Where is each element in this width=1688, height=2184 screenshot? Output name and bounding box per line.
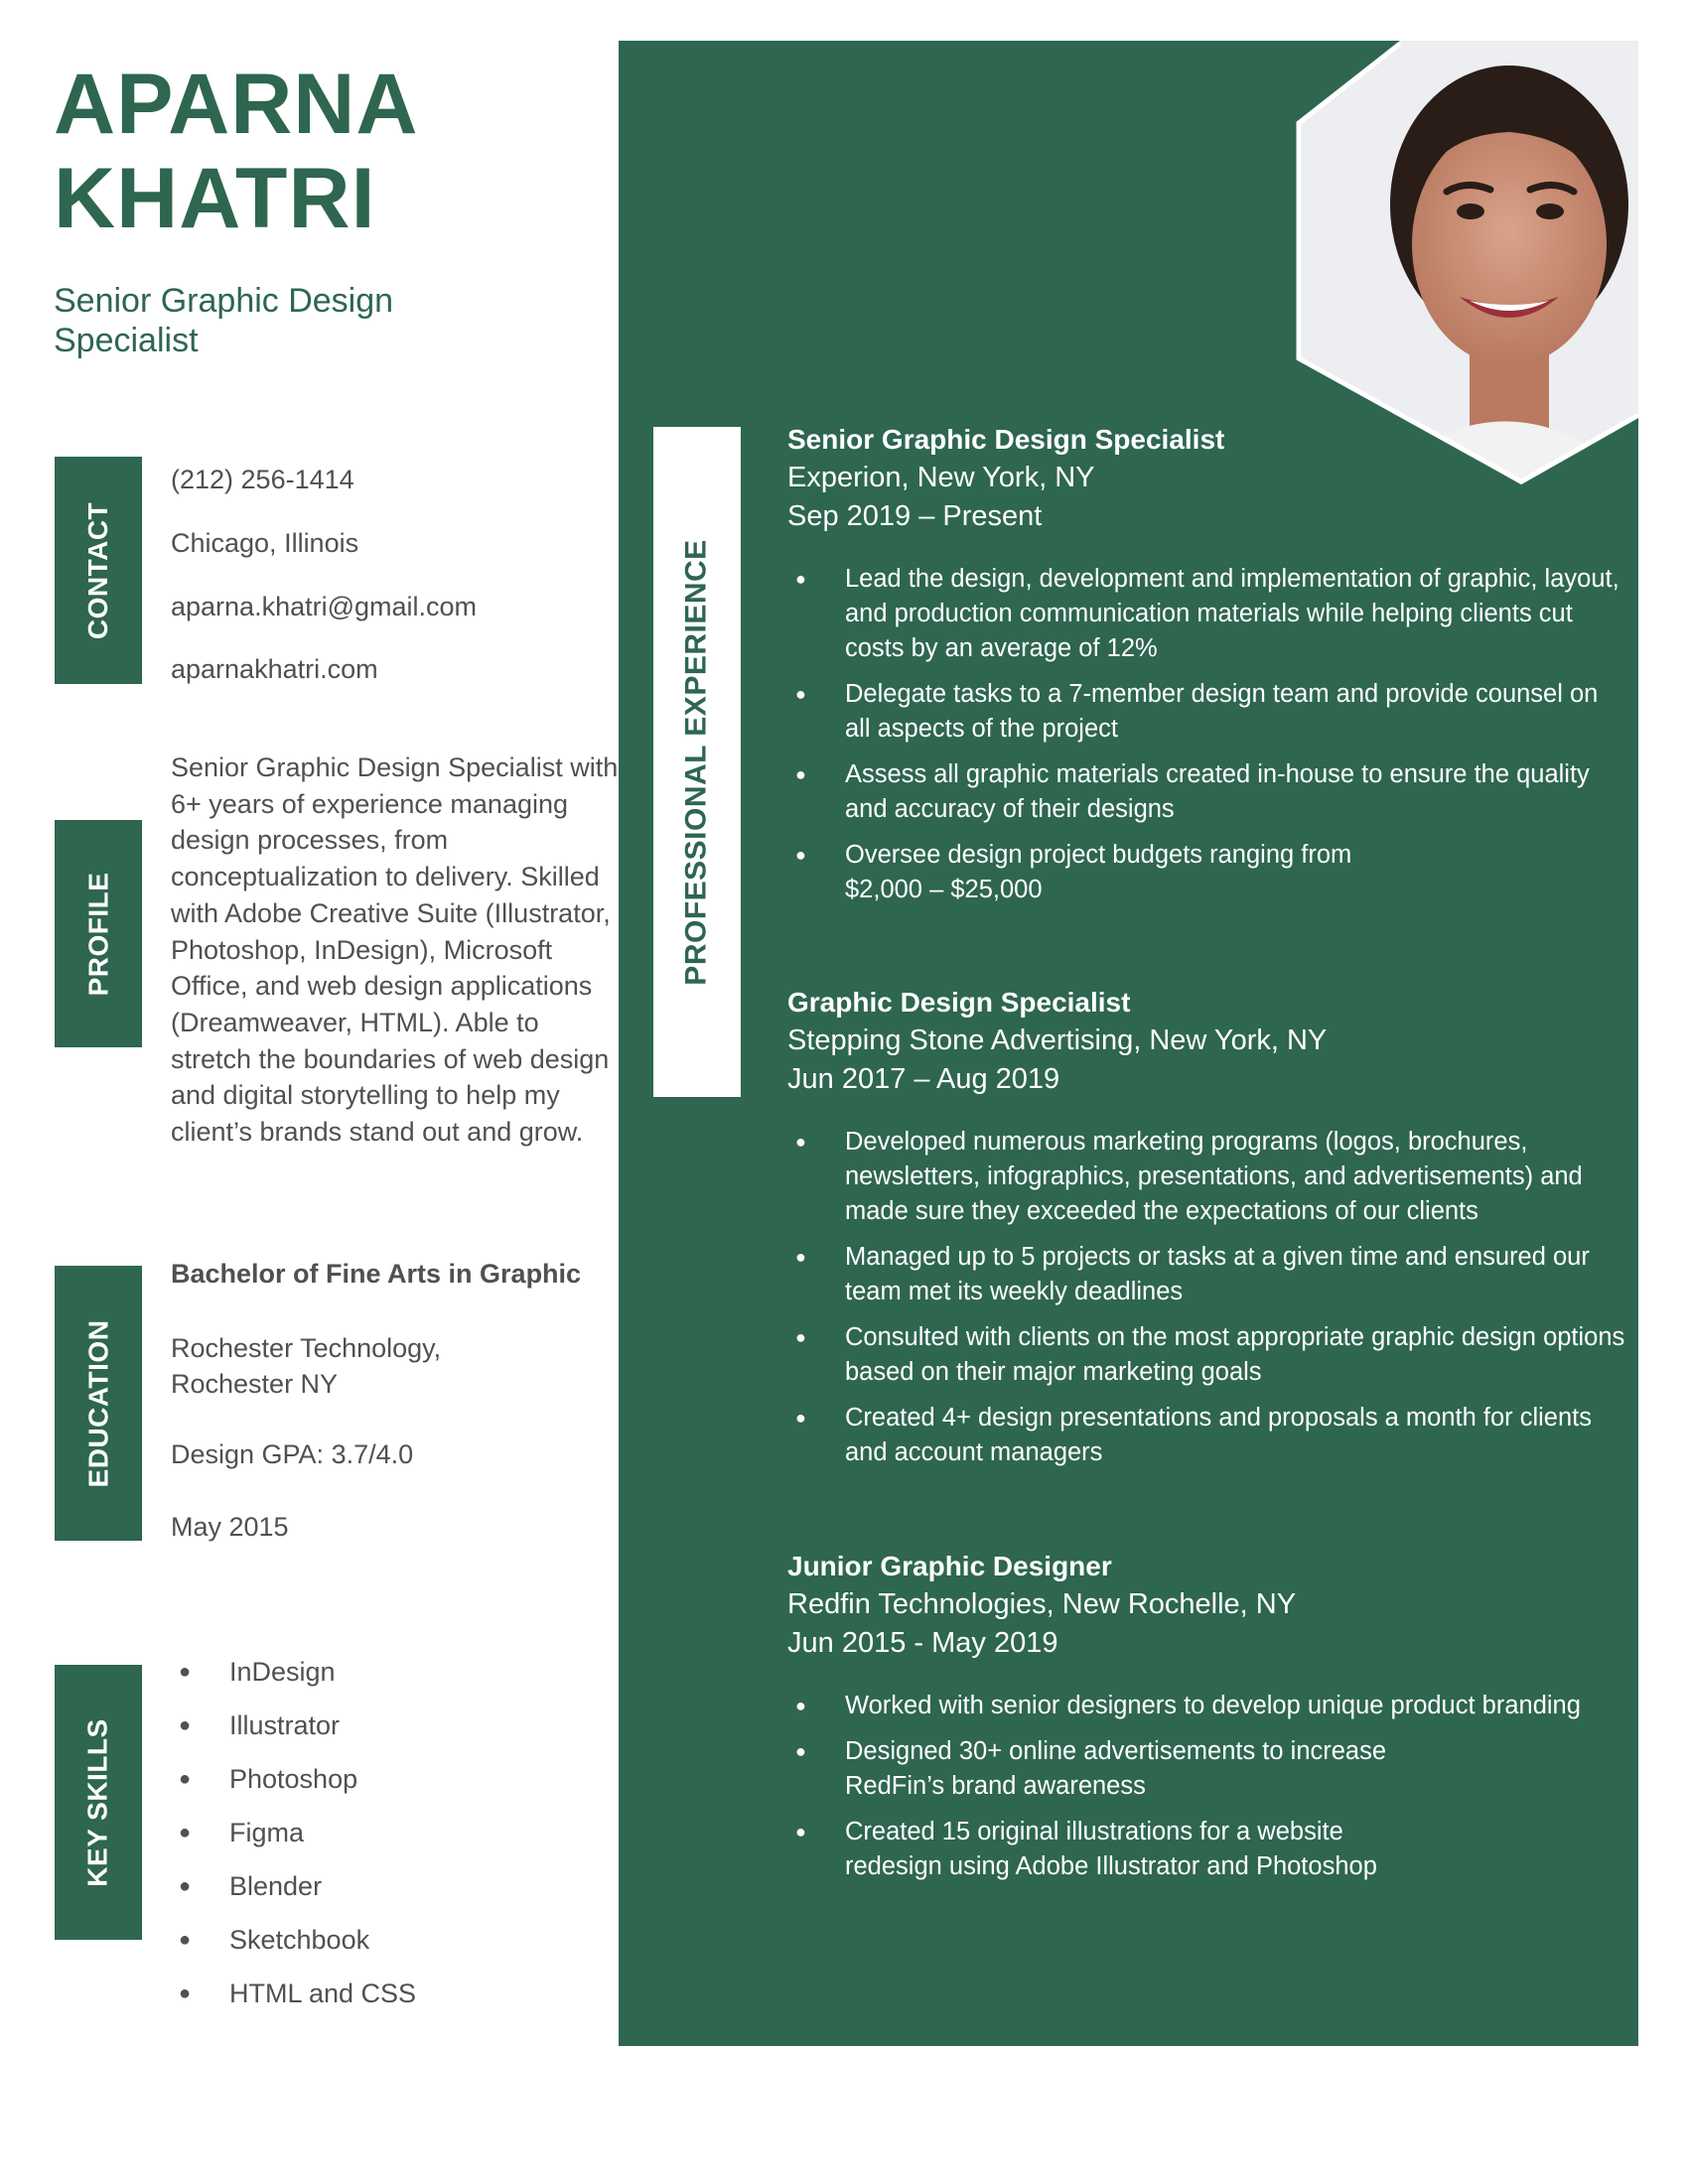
- job-bullet: [787, 838, 1401, 907]
- job-bullet: [787, 1401, 1629, 1470]
- profile-photo-graphic: [1296, 41, 1638, 484]
- skill-item: [171, 1709, 416, 1763]
- job-company: Experion, New York, NY: [787, 462, 1095, 493]
- bullet-icon: ●: [795, 1741, 806, 1761]
- job-bullet-text: Delegate tasks to a 7-member design team and provide counsel on all aspects of the project: [845, 680, 1599, 743]
- job-bullet-text: Created 4+ design presentations and proposals a month for clients and account managers: [845, 1404, 1593, 1466]
- job-title: Junior Graphic Designer: [787, 1551, 1112, 1581]
- profile-summary: Senior Graphic Design Specialist with 6+ years of experience managing design processes, from conceptualization to delivery. Skilled with Adobe Creative Suite (Illustrator, Photoshop, InDesign), Microsoft Office, and web design applications (Dreamweaver, HTML). Able to stretch the boundaries of web design and digital storytelling to help my client’s brands stand out and grow.: [171, 752, 619, 1148]
- contact-label: CONTACT: [82, 501, 114, 639]
- education-degree: Bachelor of Fine Arts in Graphic: [171, 1259, 582, 1289]
- job-title: Senior Graphic Design Specialist: [787, 424, 1225, 455]
- job-company: Redfin Technologies, New Rochelle, NY: [787, 1588, 1297, 1620]
- skills-section-tab: [55, 1665, 142, 1940]
- job-bullet-text: Worked with senior designers to develop unique product branding: [845, 1692, 1581, 1719]
- experience-label: PROFESSIONAL EXPERIENCE: [680, 538, 713, 986]
- skill-item: [171, 1817, 416, 1870]
- job-company: Stepping Stone Advertising, New York, NY: [787, 1024, 1328, 1056]
- bullet-icon: ●: [179, 1661, 192, 1683]
- skill-item: [171, 1870, 416, 1924]
- skills-label: KEY SKILLS: [82, 1717, 113, 1887]
- job-bullet: [787, 1125, 1629, 1229]
- skill-label: Sketchbook: [229, 1925, 370, 1955]
- skills-list: [171, 1656, 416, 2031]
- job-bullet-text: Consulted with clients on the most appropriate graphic design options based on their major marketing goals: [845, 1323, 1625, 1386]
- profile-photo: [1296, 41, 1638, 484]
- job-entry: [787, 1548, 1631, 1895]
- bullet-icon: ●: [795, 1327, 806, 1347]
- job-subtitle: Senior Graphic Design Specialist: [54, 282, 394, 359]
- bullet-icon: ●: [795, 1696, 806, 1715]
- skill-label: Blender: [229, 1871, 323, 1901]
- skill-label: HTML and CSS: [229, 1979, 417, 2008]
- job-bullet-text: Managed up to 5 projects or tasks at a given time and ensured our team met its weekly deadlines: [845, 1243, 1590, 1305]
- skill-label: Photoshop: [229, 1764, 358, 1794]
- experience-section-tab: [653, 427, 741, 1097]
- bullet-icon: ●: [179, 1768, 192, 1790]
- bullet-icon: ●: [179, 1714, 192, 1736]
- name-last: KHATRI: [54, 151, 376, 246]
- job-bullets: [787, 1689, 1631, 1884]
- education-label: EDUCATION: [82, 1319, 113, 1487]
- skill-label: Figma: [229, 1818, 305, 1847]
- skill-item: [171, 1656, 416, 1709]
- job-bullet: [787, 757, 1629, 827]
- bullet-icon: ●: [795, 684, 806, 704]
- profile-label: PROFILE: [82, 872, 113, 996]
- job-dates: Sep 2019 – Present: [787, 499, 1043, 532]
- bullet-icon: ●: [179, 1929, 192, 1951]
- bullet-icon: ●: [179, 1982, 192, 2004]
- education-school: Rochester Technology, Rochester NY: [171, 1333, 442, 1399]
- profile-section-tab: [55, 820, 142, 1047]
- job-entry: [787, 421, 1631, 918]
- bullet-icon: ●: [795, 569, 806, 589]
- job-bullet-text: Created 15 original illustrations for a website redesign using Adobe Illustrator and Photoshop: [845, 1818, 1377, 1880]
- contact-section-tab: [55, 457, 142, 684]
- contact-website: aparnakhatri.com: [171, 654, 378, 684]
- bullet-icon: ●: [795, 1247, 806, 1267]
- education-date: May 2015: [171, 1512, 289, 1542]
- bullet-icon: ●: [795, 1408, 806, 1428]
- skill-item: [171, 1978, 416, 2031]
- skill-label: Illustrator: [229, 1710, 341, 1740]
- applicant-name: [54, 58, 419, 246]
- job-bullets: [787, 562, 1631, 907]
- education-section-tab: [55, 1266, 142, 1541]
- skill-item: [171, 1763, 416, 1817]
- job-bullet-text: Oversee design project budgets ranging from $2,000 – $25,000: [845, 841, 1352, 903]
- contact-location: Chicago, Illinois: [171, 528, 359, 558]
- education-gpa: Design GPA: 3.7/4.0: [171, 1439, 414, 1469]
- job-dates: Jun 2017 – Aug 2019: [787, 1062, 1060, 1095]
- job-bullets: [787, 1125, 1631, 1470]
- bullet-icon: ●: [795, 1822, 806, 1842]
- name-first: APARNA: [54, 57, 419, 152]
- job-bullet: [787, 1240, 1629, 1309]
- bullet-icon: ●: [179, 1875, 192, 1897]
- bullet-icon: ●: [795, 845, 806, 865]
- bullet-icon: ●: [795, 1132, 806, 1152]
- job-title: Graphic Design Specialist: [787, 987, 1131, 1018]
- job-bullet: [787, 1734, 1441, 1804]
- job-bullet: [787, 1320, 1629, 1390]
- job-dates: Jun 2015 - May 2019: [787, 1626, 1058, 1659]
- job-bullet: [787, 562, 1629, 666]
- job-bullet: [787, 1689, 1629, 1723]
- job-bullet-text: Designed 30+ online advertisements to increase RedFin’s brand awareness: [845, 1737, 1387, 1800]
- job-bullet: [787, 1815, 1441, 1884]
- job-bullet: [787, 677, 1629, 747]
- contact-email: aparna.khatri@gmail.com: [171, 592, 478, 621]
- bullet-icon: ●: [795, 764, 806, 784]
- skill-item: [171, 1924, 416, 1978]
- job-entry: [787, 984, 1631, 1481]
- skill-label: InDesign: [229, 1657, 336, 1687]
- job-bullet-text: Developed numerous marketing programs (logos, brochures, newsletters, infographics, presentations, and advertisements) and made sure they exceeded the expectations of our clients: [845, 1128, 1583, 1225]
- bullet-icon: ●: [179, 1822, 192, 1843]
- contact-phone: (212) 256-1414: [171, 465, 354, 494]
- job-bullet-text: Lead the design, development and implementation of graphic, layout, and production communication materials while helping clients cut costs by an average of 12%: [845, 565, 1619, 662]
- job-bullet-text: Assess all graphic materials created in-house to ensure the quality and accuracy of their designs: [845, 760, 1590, 823]
